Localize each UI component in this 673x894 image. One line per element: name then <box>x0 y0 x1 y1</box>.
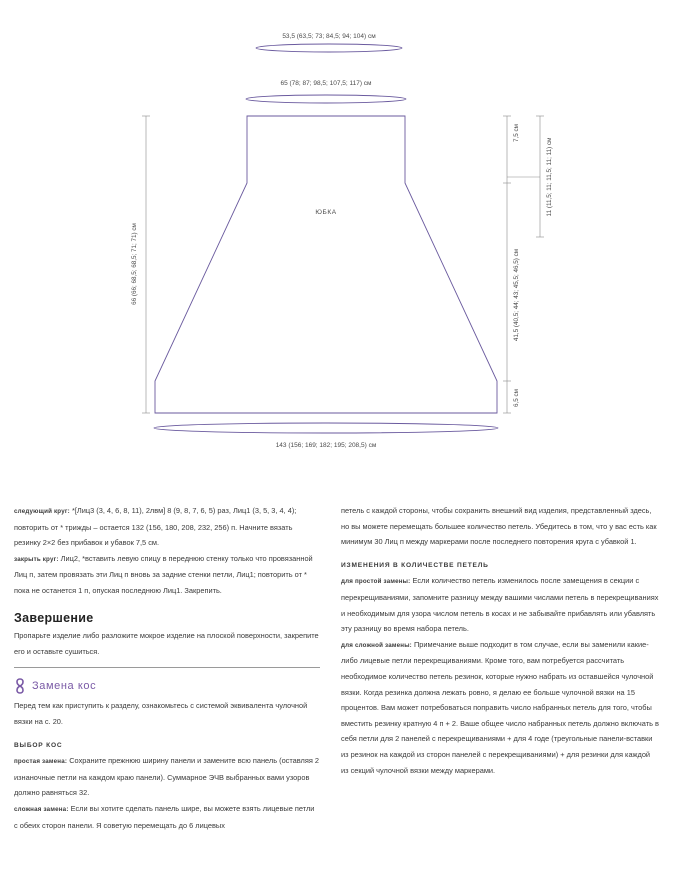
cable-substitution-title: Замена кос <box>32 679 97 692</box>
hem-ellipse <box>154 423 498 433</box>
simple-replacement-paragraph <box>14 753 320 801</box>
cable-icon <box>14 678 26 694</box>
top-width-label: 53,5 (63,5; 73; 84,5; 94; 104) см <box>282 33 376 40</box>
right-top-label: 7,5 см <box>513 124 520 142</box>
right-bottom-label: 6,5 см <box>513 389 520 407</box>
stitch-count-heading: ИЗМЕНЕНИЯ В КОЛИЧЕСТВЕ ПЕТЕЛЬ <box>341 561 489 569</box>
next-round-label: следующий круг: <box>14 508 70 515</box>
complex-replacement-label: сложная замена: <box>14 805 69 813</box>
choice-heading: ВЫБОР КОС <box>14 741 63 749</box>
left-column <box>14 503 320 833</box>
finishing-text: Пропарьте изделие либо разложите мокрое изделие на плоской поверхности, закрепите его и оставьте сушиться. <box>14 631 319 656</box>
right-column <box>341 503 659 778</box>
count-complex-paragraph <box>341 637 659 778</box>
close-round-paragraph <box>14 551 320 599</box>
cable-intro-text: Перед тем как приступить к разделу, ознакомьтесь с системой эквивалента чулочной вязки на с. 20. <box>14 701 308 726</box>
bottom-width-label: 143 (156; 169; 182; 195; 208,5) см <box>275 442 377 449</box>
skirt-center-label: ЮБКА <box>315 209 337 216</box>
skirt-outline <box>155 116 497 413</box>
complex-replacement-paragraph <box>14 801 320 833</box>
simple-replacement-label: простая замена: <box>14 758 68 766</box>
close-round-label: закрыть круг: <box>14 555 59 563</box>
close-round-text: Лиц2, *вставить левую спицу в переднюю стенку только что провязанной Лиц п, затем провязать эти Лиц п вновь за задние стенки петли, Лиц1; повторить от * пока не останется 1 п, опуская последнюю Лиц1. Закрепить. <box>14 553 313 595</box>
complex-replacement-text: Если вы хотите сделать панель шире, вы можете взять лицевые петли с обеих сторон панели. Я советую перемещать до 6 лицевых <box>14 803 315 830</box>
count-complex-label: для сложной замены: <box>341 641 412 649</box>
waist-ellipse <box>256 44 402 52</box>
right-mid-label: 41,5 (40,5; 44; 43; 45,5; 46,5) см <box>513 248 520 342</box>
top-edge-ellipse <box>246 95 406 103</box>
simple-replacement-text: Сохраните прежнюю ширину панели и замените всю панель (оставляя 2 изнаночные петли на каждом краю панели). Суммарное ЭЧВ выбранных вами узоров должно равняться 32. <box>14 756 320 798</box>
count-simple-paragraph <box>341 573 659 636</box>
next-round-paragraph <box>14 503 320 551</box>
finishing-heading: Завершение <box>14 610 94 625</box>
count-complex-text: Примечание выше подходит в том случае, если вы заменили какие-либо лицевые петли перекрещиваниями. Кроме того, вам потребуется рассчитать необходимое количество петель резинок, которые нужно набрать из оставшейся чулочной вязки. Когда резинка должна лежать ровно, я делаю ее больше чулочной вязки на 15 процентов. Вам может потребоваться поправить число набранных петель для того, чтобы вместить резинку кратную 4 п + 2. Ваше общее число набранных петель должно включать в себя петли для 2 панелей с перекрещиваниями + для 4 годе (треугольные панели-вставки из резинок на каждой из сторон панелей с перекрещиваниями) + для резинки для каждой из секций чулочной вязки между маркерами. <box>341 639 659 775</box>
right-total-label: 11 (11,5; 11; 11,5; 11; 11) см <box>546 137 553 217</box>
count-simple-text: Если количество петель изменилось после замещения в секции с перекрещиваниями, запомните разницу между вашими числами петель в перекрещиваниях и необходимым для узора числом петель в косах и не забывайте прибавлять или убавлять эту разницу во время набора петель. <box>341 576 659 634</box>
count-simple-label: для простой замены: <box>341 578 411 586</box>
next-round-text: *[Лиц3 (3, 4, 6, 8, 11), 2лвм] 8 (9, 8, 7, 6, 5) раз, Лиц1 (3, 5, 3, 4, 4); повторить от * трижды – остается 132 (156, 180, 208, 232, 256) п. Начните вязать резинку 2×2 без прибавок и убавок 7,5 см. <box>14 506 297 548</box>
second-width-label: 65 (78; 87; 98,5; 107,5; 117) см <box>280 80 372 87</box>
section-divider <box>14 667 320 668</box>
left-height-label: 66 (66; 68,5; 68,5; 71; 71) см <box>131 223 138 305</box>
cable-substitution-heading <box>14 678 320 694</box>
continued-paragraph: петель с каждой стороны, чтобы сохранить внешний вид изделия, представленный здесь, но вы можете перемещать большее количество петель. Убедитесь в том, что у вас есть как минимум 30 Лиц п между маркерами после последнего повторения круга с убавкой 1. <box>341 506 657 547</box>
